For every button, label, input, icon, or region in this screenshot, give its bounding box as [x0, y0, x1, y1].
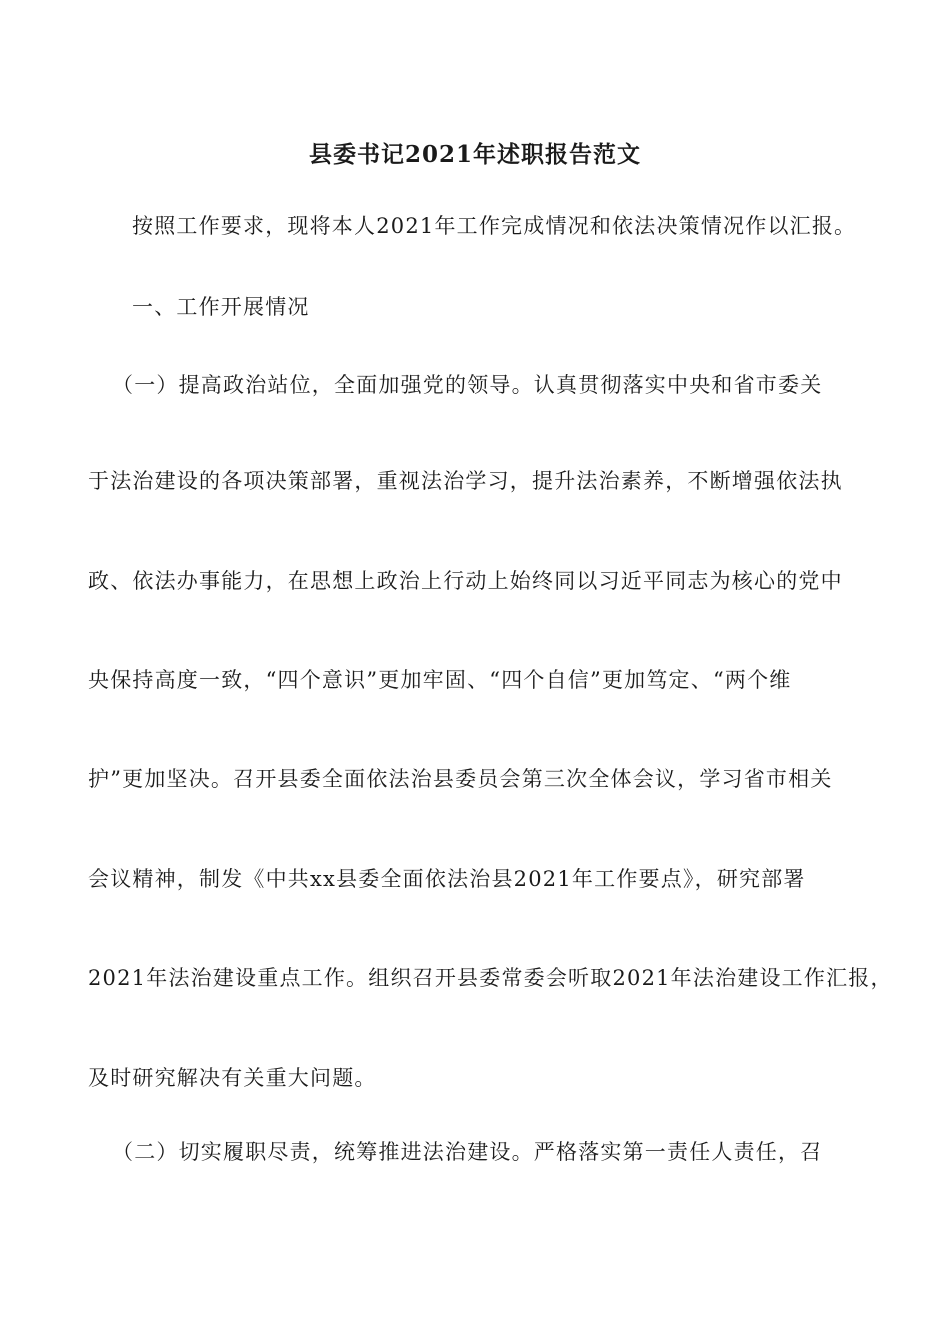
paragraph-1-line-7: 2021年法治建设重点工作。组织召开县委常委会听取2021年法治建设工作汇报， [88, 966, 893, 990]
paragraph-1-line-1: （一）提高政治站位，全面加强党的领导。认真贯彻落实中央和省市委关 [112, 373, 823, 397]
paragraph-1-line-8: 及时研究解决有关重大问题。 [88, 1066, 377, 1090]
document-title: 县委书记2021年述职报告范文 [308, 141, 641, 168]
paragraph-1-line-2: 于法治建设的各项决策部署，重视法治学习，提升法治素养，不断增强依法执 [88, 469, 843, 493]
paragraph-1-line-6: 会议精神，制发《中共xx县委全面依法治县2021年工作要点》，研究部署 [88, 867, 806, 891]
paragraph-1-line-3: 政、依法办事能力，在思想上政治上行动上始终同以习近平同志为核心的党中 [88, 569, 843, 593]
paragraph-2-line-1: （二）切实履职尽责，统筹推进法治建设。严格落实第一责任人责任，召 [112, 1140, 823, 1164]
paragraph-1-line-5: 护”更加坚决。召开县委全面依法治县委员会第三次全体会议，学习省市相关 [88, 767, 833, 791]
paragraph-1-line-4: 央保持高度一致，“四个意识”更加牢固、“四个自信”更加笃定、“两个维 [88, 668, 792, 692]
section-heading: 一、工作开展情况 [132, 295, 310, 319]
intro-paragraph: 按照工作要求，现将本人2021年工作完成情况和依法决策情况作以汇报。 [132, 214, 857, 238]
